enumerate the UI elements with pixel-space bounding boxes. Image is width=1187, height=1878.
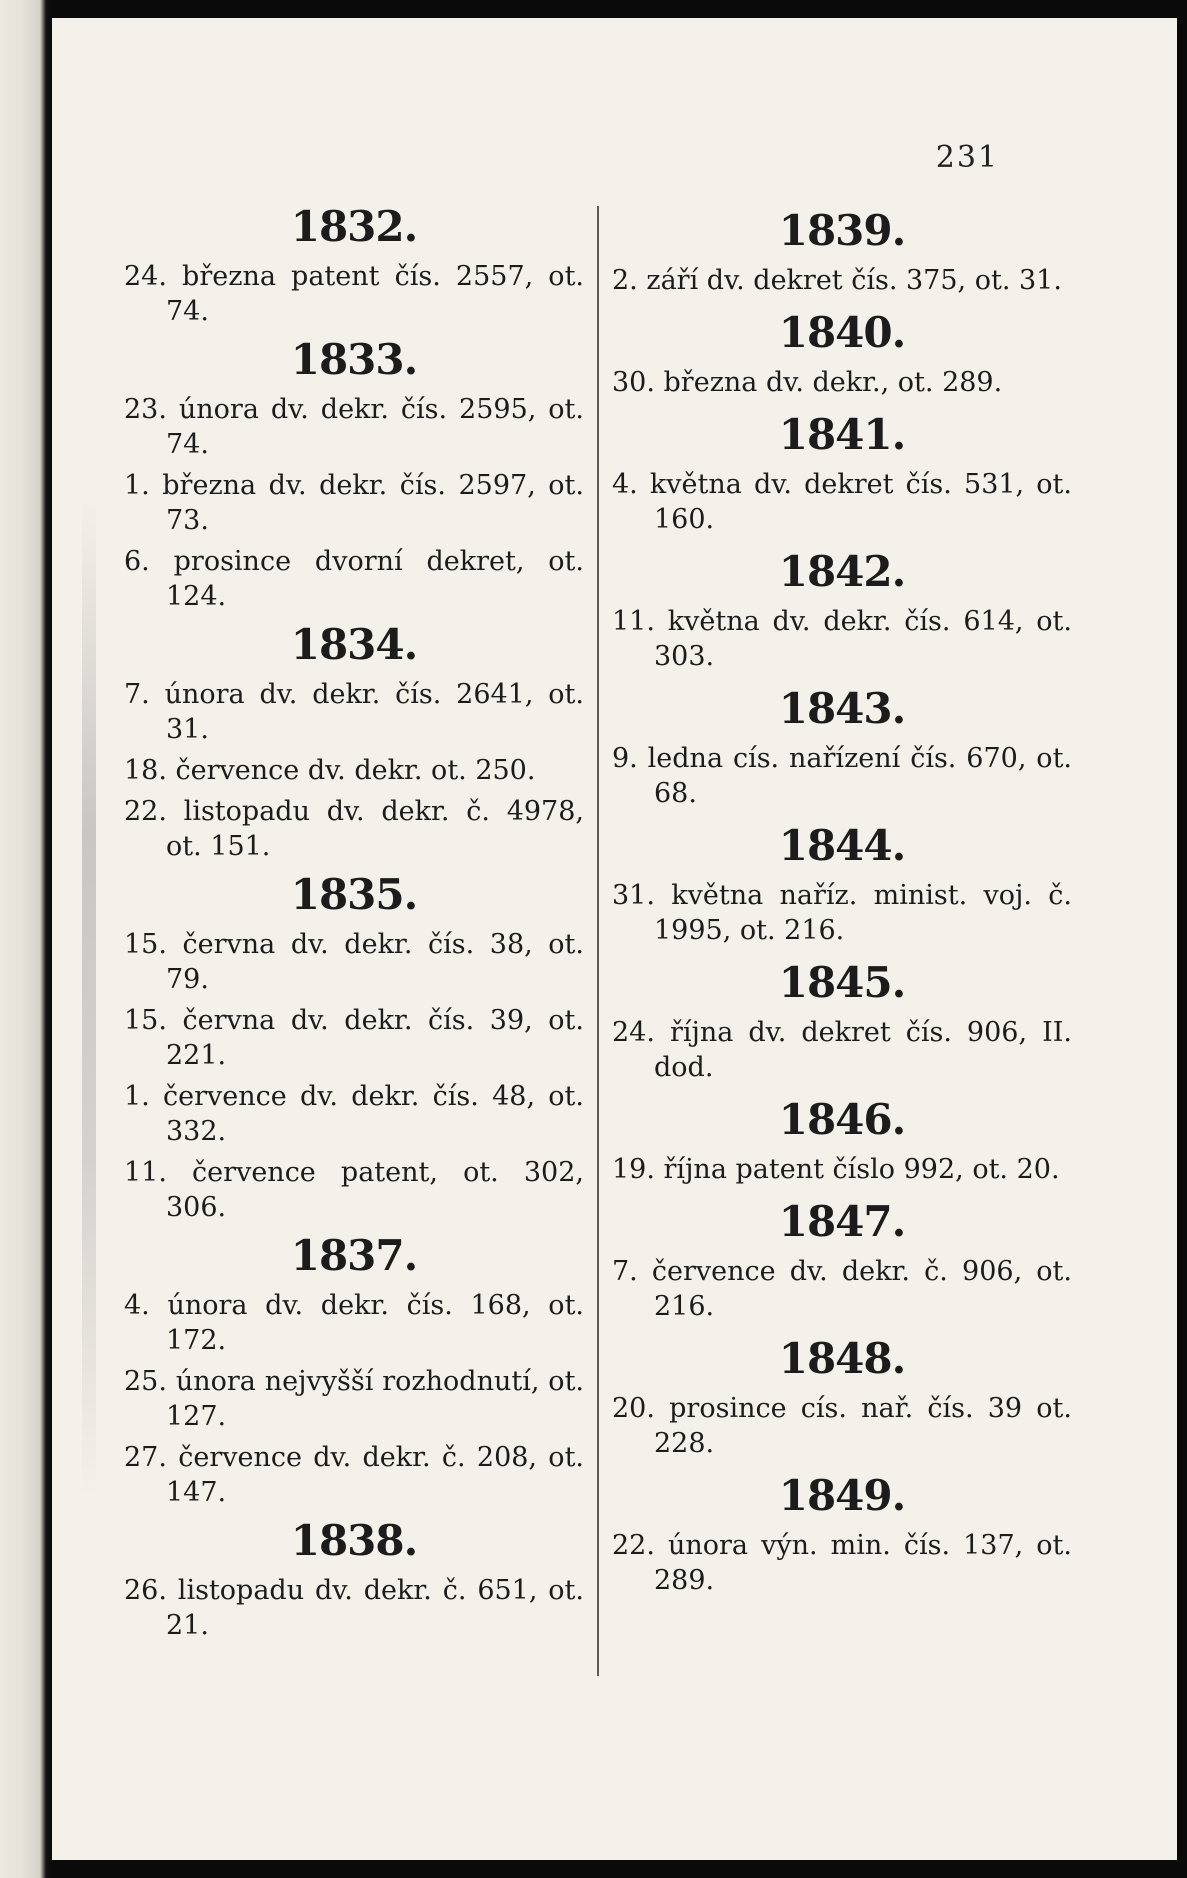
decree-entry: 2. září dv. dekret čís. 375, ot. 31. — [612, 265, 1062, 296]
decree-entry: 24. března patent čís. 2557, ot. 74. — [124, 261, 584, 327]
year-section — [124, 202, 584, 329]
decree-entry: 31. května naříz. minist. voj. č. 1995, ot. 216. — [612, 880, 1072, 946]
year-section — [124, 1516, 584, 1643]
column-divider — [597, 206, 599, 1676]
decree-entry: 24. října dv. dekret čís. 906, II. dod. — [612, 1017, 1072, 1083]
year-section — [612, 308, 1072, 400]
year-heading: 1834. — [290, 620, 418, 669]
decree-entry: 6. prosince dvorní dekret, ot. 124. — [124, 546, 584, 612]
year-heading: 1845. — [778, 958, 906, 1007]
page-number: 231 — [935, 140, 999, 175]
decree-entry: 23. února dv. dekr. čís. 2595, ot. 74. — [124, 394, 584, 460]
book-spine-edge — [0, 0, 52, 1878]
decree-entry: 27. července dv. dekr. č. 208, ot. 147. — [124, 1442, 584, 1508]
decree-entry: 4. února dv. dekr. čís. 168, ot. 172. — [124, 1290, 584, 1356]
year-heading: 1847. — [778, 1197, 906, 1246]
decree-entry: 22. února výn. min. čís. 137, ot. 289. — [612, 1530, 1072, 1596]
decree-entry: 1. července dv. dekr. čís. 48, ot. 332. — [124, 1081, 584, 1147]
year-heading: 1848. — [778, 1334, 906, 1383]
year-section — [612, 958, 1072, 1085]
decree-entry: 15. června dv. dekr. čís. 39, ot. 221. — [124, 1005, 584, 1071]
decree-entry: 18. července dv. dekr. ot. 250. — [124, 755, 536, 786]
decree-entry: 25. února nejvyšší rozhodnutí, ot. 127. — [124, 1366, 584, 1432]
year-section — [612, 684, 1072, 811]
year-section — [612, 206, 1072, 298]
right-column — [612, 196, 1072, 1604]
year-section — [612, 1334, 1072, 1461]
decree-entry: 11. května dv. dekr. čís. 614, ot. 303. — [612, 606, 1072, 672]
year-heading: 1843. — [778, 684, 906, 733]
year-section — [124, 870, 584, 1225]
year-heading: 1835. — [290, 870, 418, 919]
year-heading: 1849. — [778, 1471, 906, 1520]
year-section — [124, 335, 584, 614]
decree-entry: 20. prosince cís. nař. čís. 39 ot. 228. — [612, 1393, 1072, 1459]
year-section — [612, 821, 1072, 948]
book-page — [52, 18, 1177, 1860]
year-heading: 1841. — [778, 410, 906, 459]
page-stain — [82, 498, 96, 1498]
year-heading: 1839. — [778, 206, 906, 255]
decree-entry: 15. června dv. dekr. čís. 38, ot. 79. — [124, 929, 584, 995]
decree-entry: 7. února dv. dekr. čís. 2641, ot. 31. — [124, 679, 584, 745]
year-heading: 1844. — [778, 821, 906, 870]
decree-entry: 9. ledna cís. nařízení čís. 670, ot. 68. — [612, 743, 1072, 809]
decree-entry: 19. října patent číslo 992, ot. 20. — [612, 1154, 1060, 1185]
year-heading: 1846. — [778, 1095, 906, 1144]
year-section — [612, 1471, 1072, 1598]
year-heading: 1842. — [778, 547, 906, 596]
decree-entry: 26. listopadu dv. dekr. č. 651, ot. 21. — [124, 1575, 584, 1641]
decree-entry: 11. července patent, ot. 302, 306. — [124, 1157, 584, 1223]
year-heading: 1833. — [290, 335, 418, 384]
year-section — [612, 410, 1072, 537]
year-section — [612, 1095, 1072, 1187]
decree-entry: 1. března dv. dekr. čís. 2597, ot. 73. — [124, 470, 584, 536]
year-section — [124, 1231, 584, 1510]
year-heading: 1838. — [290, 1516, 418, 1565]
year-section — [612, 1197, 1072, 1324]
decree-entry: 22. listopadu dv. dekr. č. 4978, ot. 151. — [124, 796, 584, 862]
decree-entry: 30. března dv. dekr., ot. 289. — [612, 367, 1003, 398]
decree-entry: 4. května dv. dekret čís. 531, ot. 160. — [612, 469, 1072, 535]
left-column — [124, 196, 584, 1649]
year-heading: 1837. — [290, 1231, 418, 1280]
year-heading: 1832. — [290, 202, 418, 251]
decree-entry: 7. července dv. dekr. č. 906, ot. 216. — [612, 1256, 1072, 1322]
year-heading: 1840. — [778, 308, 906, 357]
year-section — [124, 620, 584, 864]
year-section — [612, 547, 1072, 674]
